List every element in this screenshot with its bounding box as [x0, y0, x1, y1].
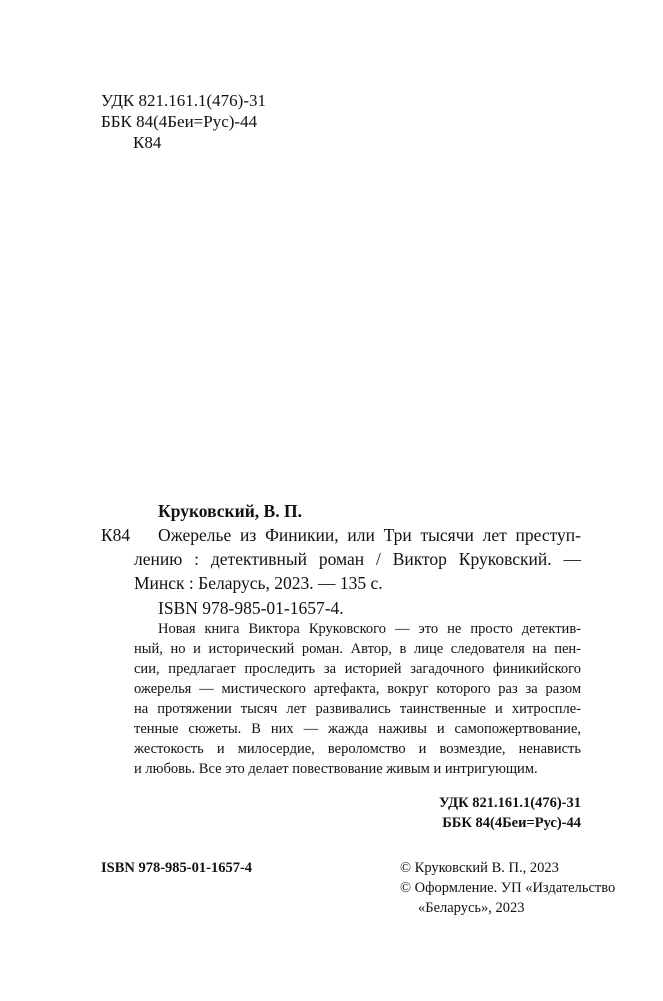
- header-udk: УДК 821.161.1(476)-31: [101, 91, 266, 110]
- entry-author-mark: К84: [101, 525, 131, 545]
- annotation-line: тенные сюжеты. В них — жажда наживы и самопожертвование,: [134, 721, 581, 737]
- entry-title-line: Ожерелье из Финикии, или Три тысячи лет преступ-: [158, 525, 581, 545]
- annotation-line: жестокость и милосердие, вероломство и возмездие, ненависть: [134, 741, 581, 757]
- annotation-line: сии, предлагает проследить за историей загадочного финикийского: [134, 661, 581, 677]
- entry-title-line: лению : детективный роман / Виктор Круковский. —: [134, 549, 581, 569]
- classification-udk: УДК 821.161.1(476)-31: [438, 795, 581, 811]
- annotation-line: ный, но и исторический роман. Автор, в лице следователя на пен-: [134, 641, 581, 657]
- annotation-line: на протяжении тысяч лет развивались таинственные и хитросплe-: [134, 701, 581, 717]
- annotation-line: и любовь. Все это делает повествование живым и интригующим.: [134, 761, 538, 777]
- entry-author: Круковский, В. П.: [158, 501, 302, 521]
- entry-title-line: Минск : Беларусь, 2023. — 135 с.: [134, 573, 383, 593]
- annotation-line: Новая книга Виктора Круковского — это не просто детектив-: [158, 621, 581, 637]
- footer-copyright-design: © Оформление. УП «Издательство: [400, 880, 616, 896]
- footer-copyright-design-cont: «Беларусь», 2023: [418, 900, 525, 916]
- header-bbk: ББК 84(4Беи=Рус)-44: [101, 112, 258, 131]
- classification-bbk: ББК 84(4Беи=Рус)-44: [442, 815, 581, 831]
- footer-isbn: ISBN 978-985-01-1657-4: [101, 860, 253, 876]
- header-author-mark: К84: [133, 133, 162, 152]
- footer-copyright-author: © Круковский В. П., 2023: [400, 860, 559, 876]
- entry-isbn: ISBN 978-985-01-1657-4.: [158, 598, 344, 618]
- annotation-line: ожерелья — мистического артефакта, вокруг которого раз за разом: [134, 681, 581, 697]
